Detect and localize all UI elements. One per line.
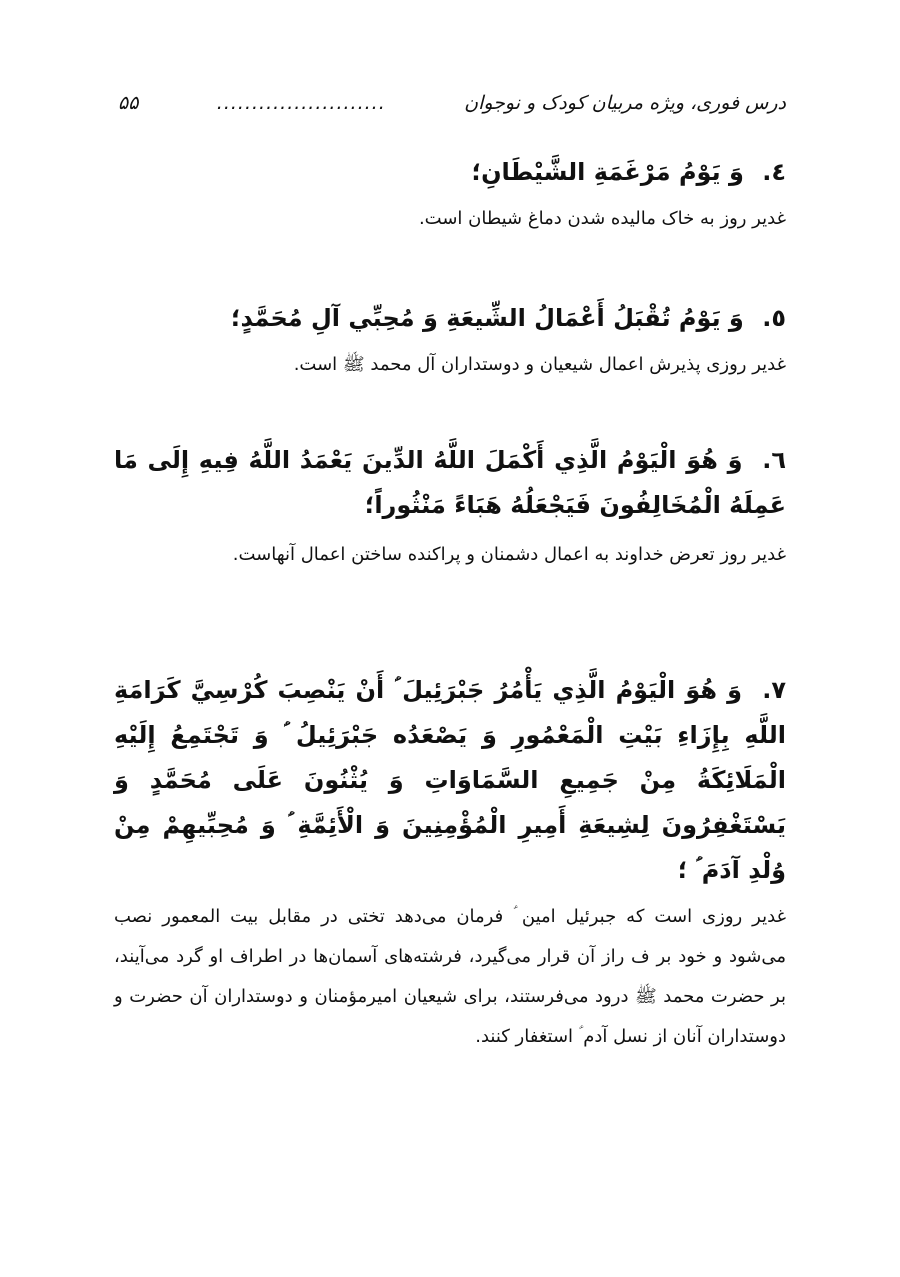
arabic-phrase: وَ هُوَ الْيَوْمُ الَّذِي أَكْمَلَ اللَّهُ الدِّينَ يَعْمَدُ اللَّهُ فِيهِ إِلَى مَا عَمِلَهُ الْمُخَالِفُونَ فَيَجْعَلُهُ هَبَاءً مَنْثُوراً؛	[114, 446, 786, 519]
list-item-4	[114, 150, 786, 239]
running-header	[118, 86, 786, 120]
item-number: ٦.	[762, 446, 787, 474]
list-item-5	[114, 296, 786, 385]
item-number: ٤.	[762, 158, 786, 186]
arabic-text	[114, 668, 786, 893]
persian-translation: غدیر روزی است که جبرئیل امین ؑ فرمان می‌دهد تختی در مقابل بیت المعمور نصب می‌شود و خود بر ف راز آن قرار می‌گیرد، فرشته‌های آسمان‌ها در اطراف او گرد می‌آیند، بر حضرت محمد ﷺ درود می‌فرستند، برای شیعیان امیرمؤمنان و دوستداران آن حضرت و دوستداران آنان از نسل آدم ؑ استغفار کنند.	[114, 906, 786, 1047]
persian-translation: غدیر روز تعرض خداوند به اعمال دشمنان و پراکنده ساختن اعمال آنهاست.	[232, 544, 786, 565]
arabic-phrase: وَ يَوْمُ تُقْبَلُ أَعْمَالُ الشِّيعَةِ وَ مُحِبِّي آلِ مُحَمَّدٍ؛	[230, 304, 744, 332]
page-number: ۵۵	[118, 92, 139, 114]
arabic-phrase: وَ يَوْمُ مَرْغَمَةِ الشَّيْطَانِ؛	[471, 158, 744, 186]
list-item-7	[114, 668, 786, 1057]
item-number: ٥.	[762, 304, 786, 332]
persian-translation: غدیر روزی پذیرش اعمال شیعیان و دوستداران آل محمد ﷺ است.	[293, 354, 786, 375]
arabic-text	[114, 438, 786, 528]
arabic-text	[114, 150, 786, 195]
header-title: درس فوری، ویژه مربیان کودک و نوجوان	[464, 92, 786, 114]
list-item-6	[114, 438, 786, 578]
arabic-phrase: وَ هُوَ الْيَوْمُ الَّذِي يَأْمُرُ جَبْرَئِيلَ ؑ أَنْ يَنْصِبَ كُرْسِيَّ كَرَامَةِ اللَّهِ بِإِزَاءِ بَيْتِ الْمَعْمُورِ وَ يَصْعَدُه جَبْرَئِيلُ ؑ وَ تَجْتَمِعُ إِلَيْهِ الْمَلَائِكَةُ مِنْ جَمِيعِ السَّمَاوَاتِ وَ يُثْنُونَ عَلَى مُحَمَّدٍ وَ يَسْتَغْفِرُونَ لِشِيعَةِ أَمِيرِ الْمُؤْمِنِينَ وَ الْأَئِمَّةِ ؑ وَ مُحِبِّيهِمْ مِنْ وُلْدِ آدَمَ ؑ ؛	[114, 676, 786, 884]
header-leader-dots: ........................	[216, 92, 386, 114]
item-number: ٧.	[762, 676, 787, 704]
arabic-text	[114, 296, 786, 341]
persian-translation: غدیر روز به خاک مالیده شدن دماغ شیطان است.	[418, 208, 786, 229]
